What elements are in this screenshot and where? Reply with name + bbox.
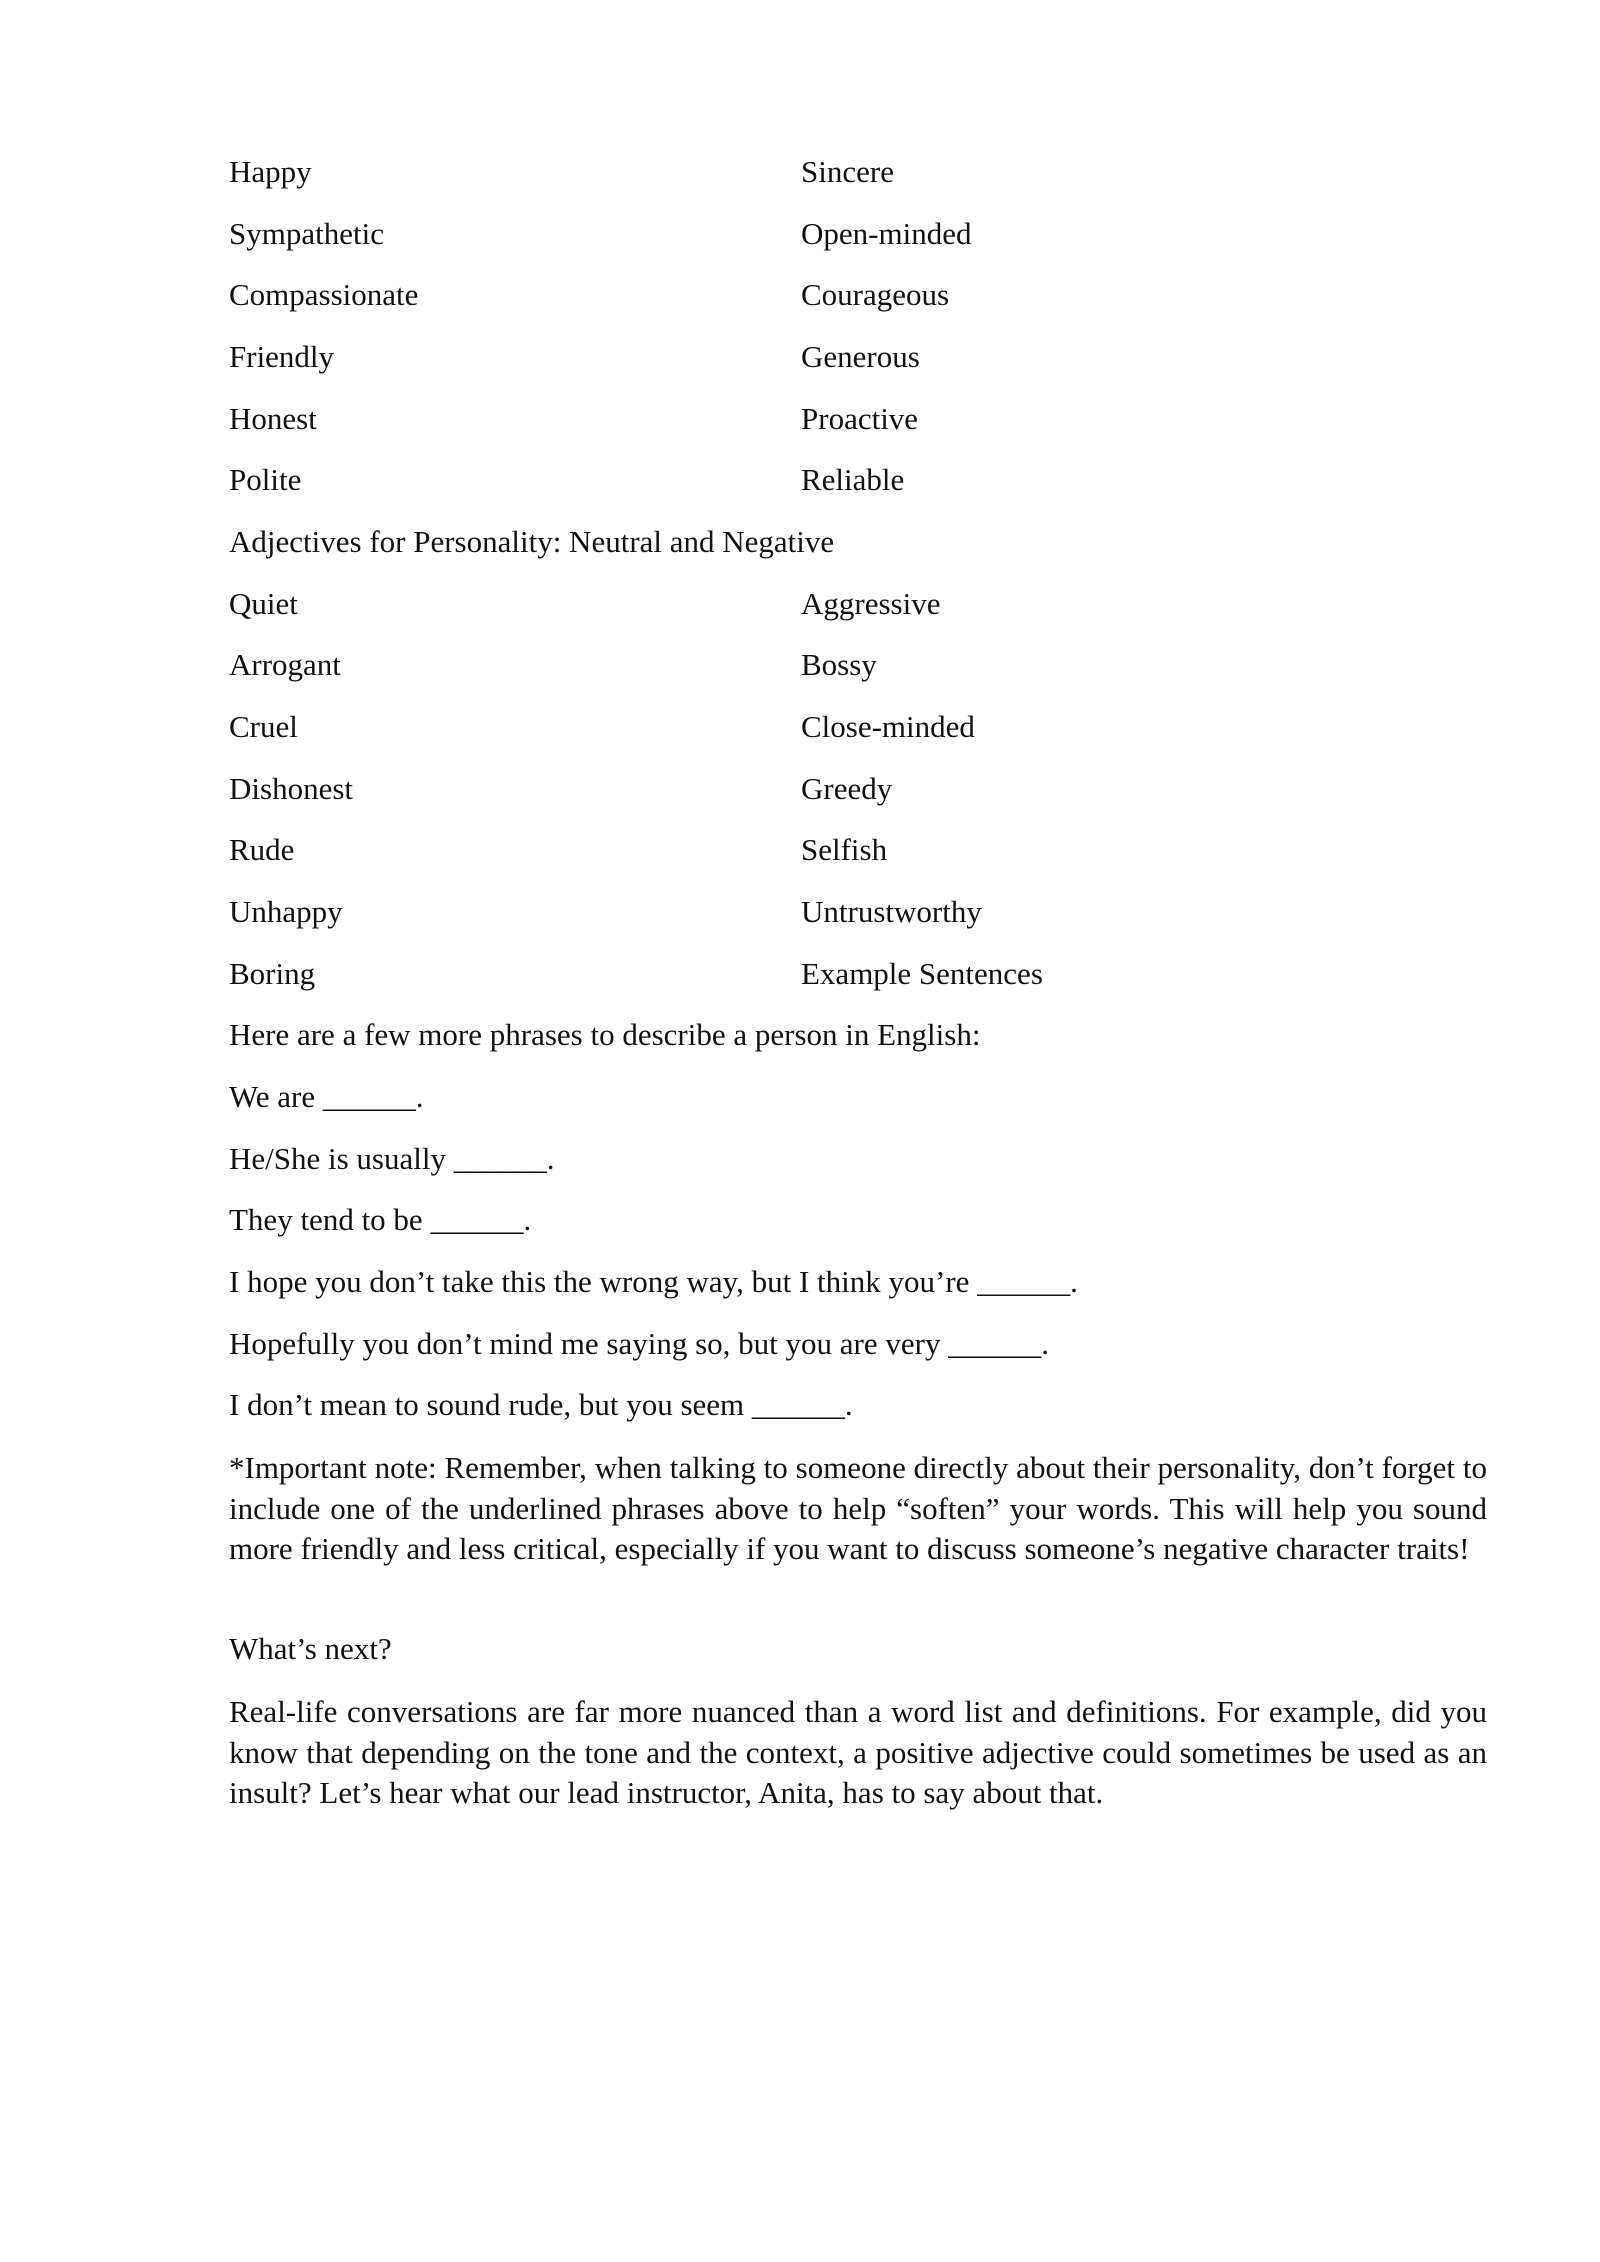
adjective-row (229, 212, 1487, 256)
adjective-row (229, 458, 1487, 502)
adjective-left: Compassionate (229, 277, 419, 312)
phrase-line: We are ______. (229, 1079, 424, 1114)
adjective-right: Generous (801, 339, 920, 374)
adjective-left: Rude (229, 832, 295, 867)
whats-next-paragraph: Real-life conversations are far more nuanced than a word list and definitions. For example, did you know that depending on the tone and the context, a positive adjective could sometimes be used as an insult? Let’s hear what our lead instructor, Anita, has to say about that. (229, 1694, 1487, 1810)
adjective-left: Unhappy (229, 894, 343, 929)
adjective-row (229, 150, 1487, 194)
adjective-left: Friendly (229, 339, 335, 374)
adjective-row (229, 582, 1487, 626)
adjective-left: Cruel (229, 709, 298, 744)
adjective-right: Untrustworthy (801, 894, 982, 929)
adjective-right: Courageous (801, 277, 950, 312)
adjective-left: Happy (229, 154, 312, 189)
whats-next-heading: What’s next? (229, 1631, 392, 1666)
phrases-intro: Here are a few more phrases to describe a person in English: (229, 1017, 981, 1052)
adjective-right: Close-minded (801, 709, 975, 744)
adjective-row (229, 828, 1487, 872)
adjective-left: Dishonest (229, 771, 353, 806)
adjective-row (229, 643, 1487, 687)
adjective-right: Reliable (801, 462, 905, 497)
adjective-row (229, 890, 1487, 934)
adjective-row (229, 952, 1487, 996)
adjective-left: Sympathetic (229, 216, 384, 251)
adjective-right: Bossy (801, 647, 877, 682)
adjective-right: Open-minded (801, 216, 972, 251)
adjective-left: Boring (229, 956, 316, 991)
adjective-right: Aggressive (801, 586, 941, 621)
phrase-line: Hopefully you don’t mind me saying so, but you are very ______. (229, 1326, 1049, 1361)
section-heading: Adjectives for Personality: Neutral and Negative (229, 524, 835, 559)
adjective-left: Honest (229, 401, 317, 436)
adjective-row (229, 335, 1487, 379)
phrase-line: He/She is usually ______. (229, 1141, 555, 1176)
adjective-right: Example Sentences (801, 956, 1043, 991)
adjective-row (229, 397, 1487, 441)
adjective-row (229, 273, 1487, 317)
adjective-left: Quiet (229, 586, 298, 621)
adjective-left: Arrogant (229, 647, 341, 682)
adjective-row (229, 767, 1487, 811)
phrase-line: They tend to be ______. (229, 1202, 532, 1237)
adjective-right: Greedy (801, 771, 893, 806)
important-note: *Important note: Remember, when talking to someone directly about their personality, don’t forget to include one of the underlined phrases above to help “soften” your words. This will help you sound more friendly and less critical, especially if you want to discuss someone’s negative character traits! (229, 1450, 1487, 1566)
adjective-right: Proactive (801, 401, 919, 436)
phrase-line: I don’t mean to sound rude, but you seem ______. (229, 1387, 853, 1422)
adjective-row (229, 705, 1487, 749)
phrase-line: I hope you don’t take this the wrong way, but I think you’re ______. (229, 1264, 1078, 1299)
adjective-left: Polite (229, 462, 302, 497)
adjective-right: Sincere (801, 154, 894, 189)
adjective-right: Selfish (801, 832, 888, 867)
